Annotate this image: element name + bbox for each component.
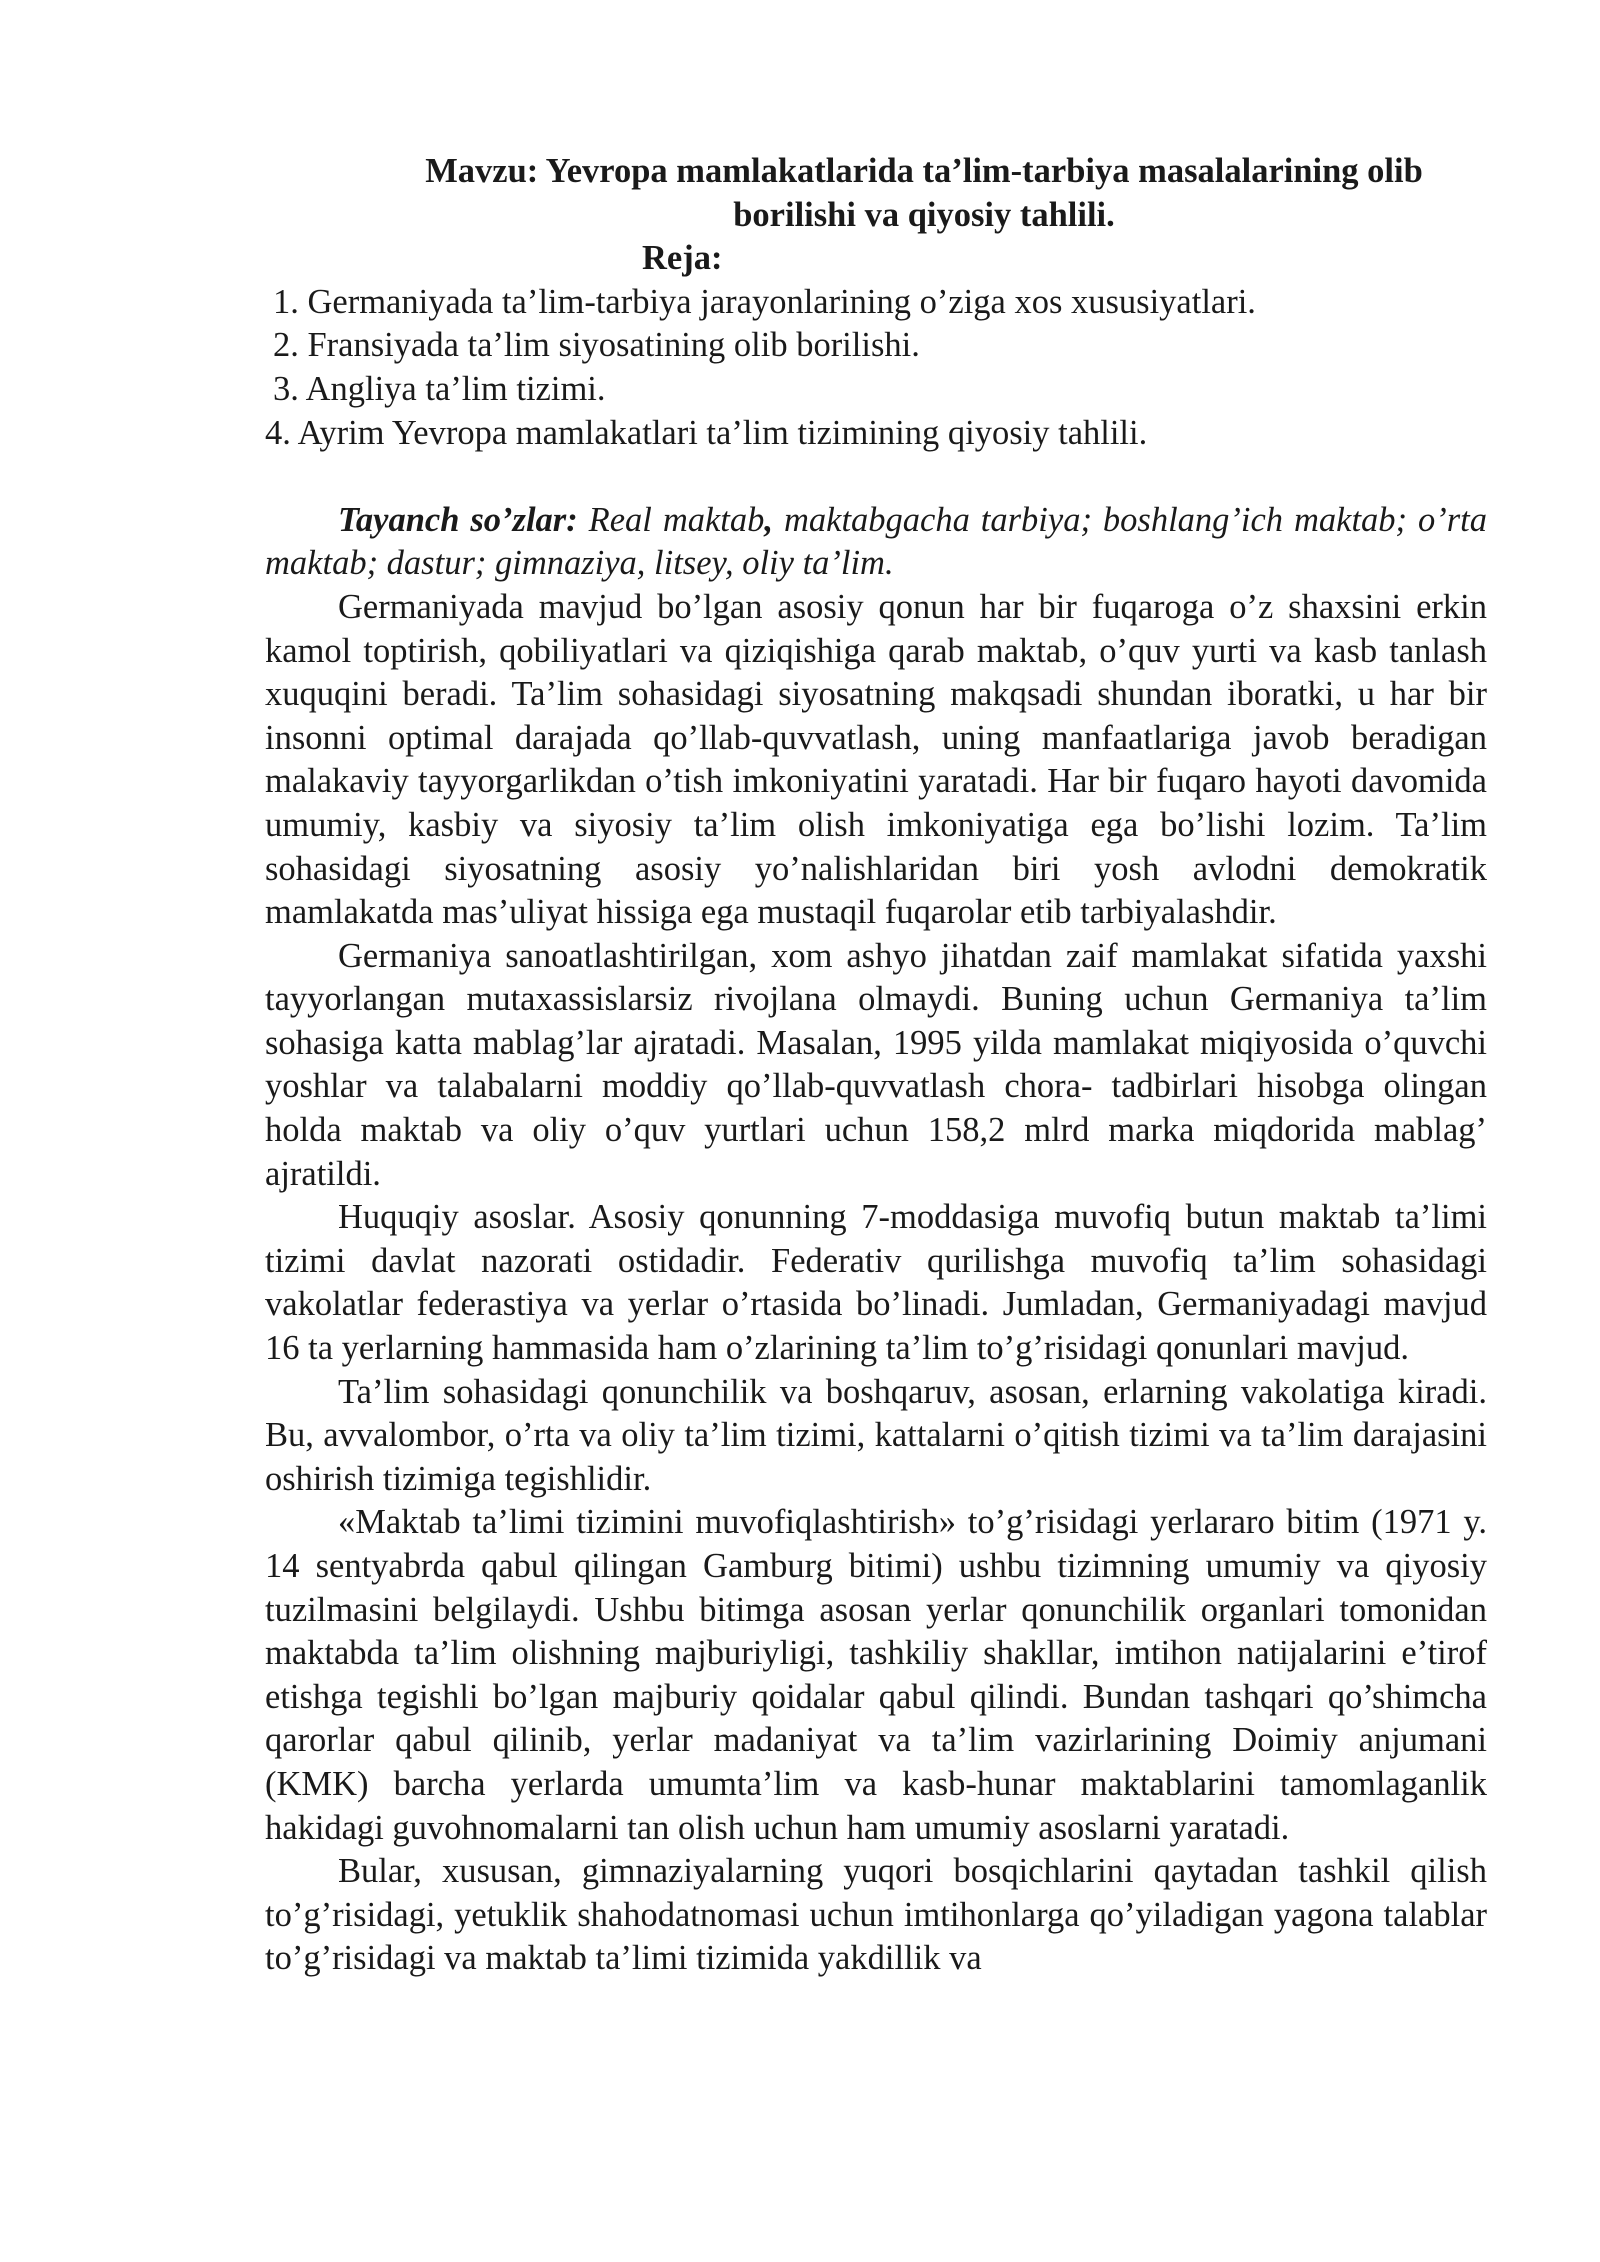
body-paragraph: Ta’lim sohasidagi qonunchilik va boshqaruv, asosan, erlarning vakolatiga kiradi. Bu, avvalombor, o’rta va oliy ta’lim tizimi, kattalarni o’qitish tizimi va ta’lim darajasini oshirish tizimiga tegishlidir. [265,1372,1487,1498]
body-paragraph: Bular, xususan, gimnaziyalarning yuqori bosqichlarini qaytadan tashkil qilish to’g’risidagi, yetuklik shahodatnomasi uchun imtihonlarga qo’yiladigan yagona talablar to’g’risidagi va maktab ta’limi tizimida yakdillik va [265,1852,1487,1978]
keywords-comma: , [764,500,774,539]
body-paragraph: Germaniya sanoatlashtirilgan, xom ashyo jihatdan zaif mamlakat sifatida yaxshi tayyorlangan mutaxassislarsiz rivojlana olmaydi. Buning uchun Germaniya ta’lim sohasiga katta mablag’lar ajratadi. Masalan, 1995 yilda mamlakat miqiyosida o’quvchi yoshlar va talabalarni moddiy qo’llab-quvvatlash chora- tadbirlari hisobga olingan holda maktab va oliy o’quv yurtlari uchun 158,2 mlrd marka miqdorida mablag’ ajratildi. [265,936,1487,1193]
keywords-paragraph [265,499,1487,586]
plan-item: 4. Ayrim Yevropa mamlakatlari ta’lim tizimining qiyosiy tahlili. [265,413,1148,452]
body-paragraph: Germaniyada mavjud bo’lgan asosiy qonun har bir fuqaroga o’z shaxsini erkin kamol toptirish, qobiliyatlari va qiziqishiga qarab maktab, o’quv yurti va kasb tanlash xuquqini beradi. Ta’lim sohasidagi siyosatning makqsadi shundan iboratki, u har bir insonni optimal darajada qo’llab-quvvatlash, uning manfaatlariga javob beradigan malakaviy tayyorgarlikdan o’tish imkoniyatini yaratadi. Har bir fuqaro hayoti davomida umumiy, kasbiy va siyosiy ta’lim olish imkoniyatiga ega bo’lishi lozim. Ta’lim sohasidagi siyosatning asosiy yo’nalishlaridan biri yosh avlodni demokratik mamlakatda mas’uliyat hissiga ega mustaqil fuqarolar etib tarbiyalashdir. [265,587,1487,932]
body-paragraph: Huquqiy asoslar. Asosiy qonunning 7-moddasiga muvofiq butun maktab ta’limi tizimi davlat nazorati ostidadir. Federativ qurilishga muvofiq ta’lim sohasidagi vakolatlar federastiya va yerlar o’rtasida bo’linadi. Jumladan, Germaniyadagi mavjud 16 ta yerlarning hammasida ham o’zlarining ta’lim to’g’risidagi qonunlari mavjud. [265,1198,1487,1368]
keywords-text: Real maktab [577,500,765,539]
plan-list [265,281,1487,455]
plan-item: 1. Germaniyada ta’lim-tarbiya jarayonlarining o’ziga xos xususiyatlari. [273,282,1256,321]
keywords-text: maktabgacha tarbiya; boshlang’ich maktab; o’rta maktab; dastur; gimnaziya, litsey, oliy ta’lim. [265,500,1487,583]
plan-item: 2. Fransiyada ta’lim siyosatining olib borilishi. [273,326,920,365]
keywords-label: Tayanch so’zlar: [338,500,578,539]
document-title: Mavzu: Yevropa mamlakatlarida ta’lim-tarbiya masalalarining olib borilishi va qiyosiy tahlili. [425,152,1423,234]
plan-heading: Reja: [642,239,723,278]
section-gap [265,455,1487,499]
body-paragraph: «Maktab ta’limi tizimini muvofiqlashtirish» to’g’risidagi yerlararo bitim (1971 y. 14 sentyabrda qabul qilingan Gamburg bitimi) ushbu tizimning umumiy va qiyosiy tuzilmasini belgilaydi. Ushbu bitimga asosan yerlar qonunchilik organlari tomonidan maktabda ta’lim olishning majburiyligi, tashkiliy shakllar, imtihon natijalarini e’tirof etishga tegishli bo’lgan majburiy qoidalar qabul qilindi. Bundan tashqari qo’shimcha qarorlar qabul qilinib, yerlar madaniyat va ta’lim vazirlarining Doimiy anjumani (KMK) barcha yerlarda umumta’lim va kasb-hunar maktablarini tamomlaganlik hakidagi guvohnomalarni tan olish uchun ham umumiy asoslarni yaratadi. [265,1503,1487,1847]
plan-item: 3. Angliya ta’lim tizimi. [273,369,606,408]
page-content [265,150,1487,1981]
